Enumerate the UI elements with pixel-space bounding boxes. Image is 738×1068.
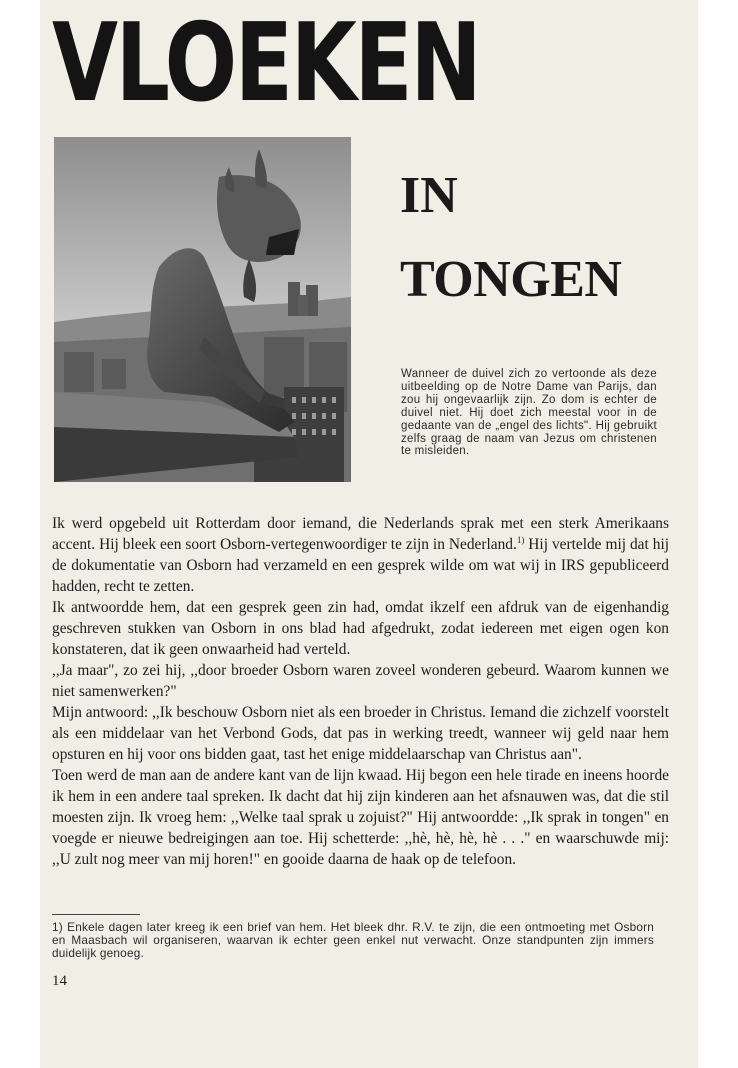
footnote-reference: 1) (516, 534, 525, 545)
headline-in: IN (400, 167, 458, 224)
body-paragraph-1-start: Ik werd opgebeld uit Rotterdam door iemand, die Nederlands sprak met een sterk Amerikaans accent. Hij bleek een soort Osborn-vertegenwoordiger te zijn in Nederland. (52, 515, 669, 553)
footnote: 1) Enkele dagen later kreeg ik een brief van hem. Het bleek dhr. R.V. te zijn, die een ontmoeting met Osborn en Maasbach wil organiseren, waarvan ik echter geen enkel nut verwacht. Onze standpunten zijn immers duidelijk genoeg. (52, 920, 654, 960)
magazine-page (40, 0, 698, 1068)
page-number: 14 (52, 973, 67, 989)
body-paragraph-5: Toen werd de man aan de andere kant van de lijn kwaad. Hij begon een hele tirade en ineens hoorde ik hem in een andere taal spreken. Ik dacht dat hij zijn kinderen aan het afsnauwen was, dat die stil moesten zijn. Ik vroeg hem: ,,Welke taal sprak u zojuist?" Hij antwoordde: ,,Ik sprak in tongen" en voegde er nieuwe bedreigingen aan toe. Hij schetterde: ,,hè, hè, hè, hè . . ." en waarschuwde mij: ,,U zult nog meer van mij horen!" en gooide daarna de haak op de telefoon. (52, 767, 669, 868)
headline-vloeken: VLOEKEN (52, 1, 480, 126)
body-paragraph-3: ,,Ja maar", zo zei hij, ,,door broeder Osborn waren zoveel wonderen gebeurd. Waarom kunnen we niet samenwerken?" (52, 662, 669, 700)
body-paragraph-1 (52, 513, 669, 597)
body-paragraph-1-end: Hij vertelde mij dat hij de dokumentatie van Osborn had verzameld en een gesprek wilde om wat wij in IRS gepubliceerd hadden, recht te zetten. (52, 536, 669, 595)
body-paragraph-2: Ik antwoordde hem, dat een gesprek geen zin had, omdat ikzelf een afdruk van de eigenhandig geschreven stukken van Osborn in ons blad had afgedrukt, zodat iedereen met eigen ogen kon konstateren, dat ik geen onwaarheid had verteld. (52, 599, 669, 658)
article-body (52, 513, 669, 870)
photo-caption: Wanneer de duivel zich zo vertoonde als deze uitbeelding op de Notre Dame van Parijs, dan zou hij ongevaarlijk zijn. Zo dom is echter de duivel niet. Hij doet zich meestal voor in de gedaante van de „engel des lichts". Hij gebruikt zelfs graag de naam van Jezus om christenen te misleiden. (401, 368, 657, 458)
footnote-divider (52, 914, 140, 915)
gargoyle-photo-illustration (54, 137, 351, 482)
headline-tongen: TONGEN (400, 251, 622, 308)
gargoyle-photo (54, 137, 351, 482)
body-paragraph-4: Mijn antwoord: ,,Ik beschouw Osborn niet als een broeder in Christus. Iemand die zichzelf voorstelt als een middelaar van het Verbond Gods, dat pas in werking treedt, wanneer wij geld naar hem opsturen en hij voor ons bidden gaat, tast het enige middelaarschap van Christus aan". (52, 704, 669, 763)
